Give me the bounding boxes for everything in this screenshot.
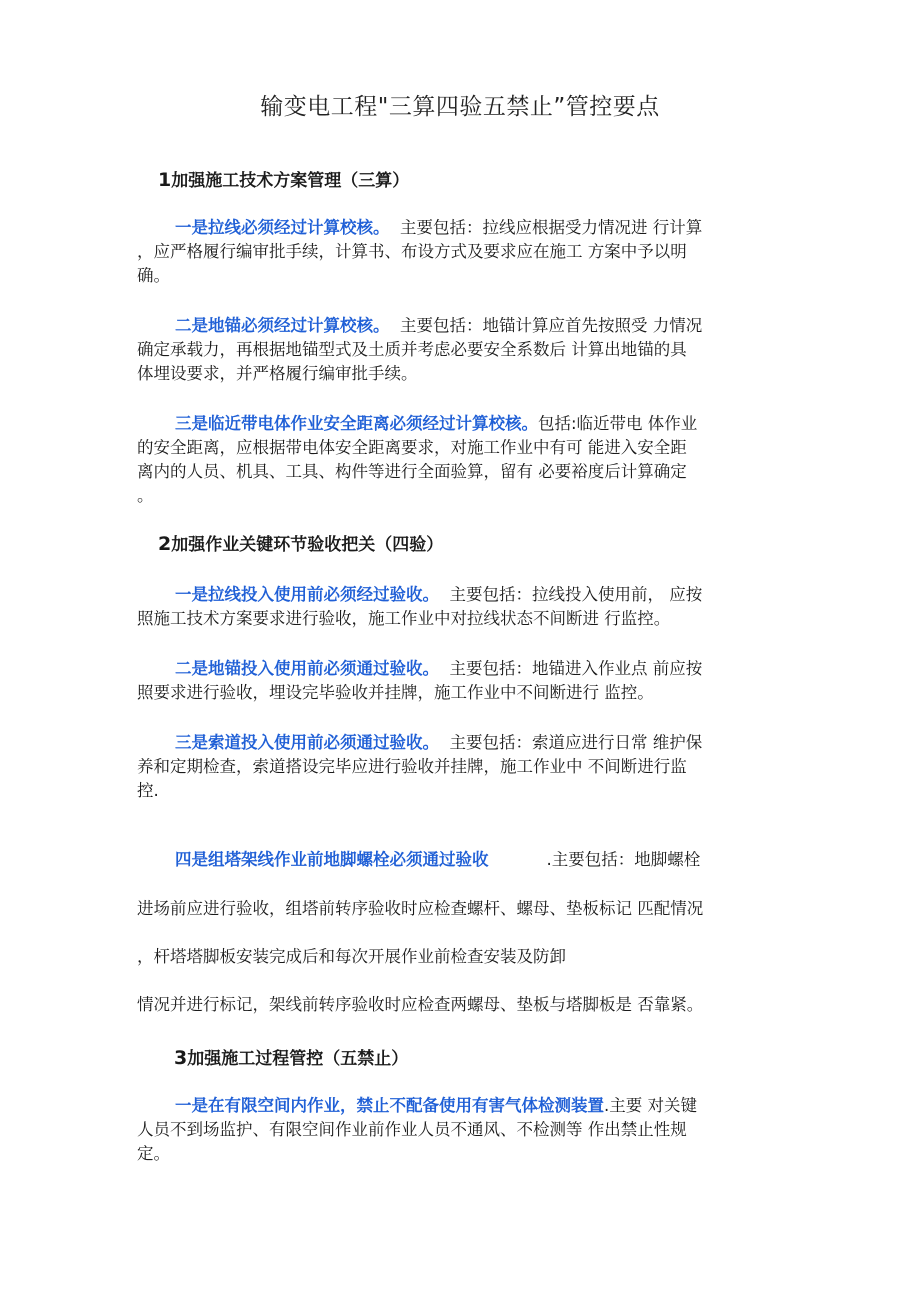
paragraph-line: 人员不到场监护、有限空间作业前作业人员不通风、不检测等 作出禁止性规 [137,1120,687,1139]
paragraph-line: 主要包括：索道应进行日常 维护保 [449,733,703,752]
section-number: 2 [158,533,172,555]
paragraph-lead: 二是地锚投入使用前必须通过验收。 [175,659,439,678]
paragraph-line: 养和定期检查，索道搭设完毕应进行验收并挂牌，施工作业中 不间断进行监 [137,757,687,776]
paragraph-line: .主要包括：地脚螺栓 [546,850,701,869]
paragraph-line: 确定承载力，再根据地锚型式及土质并考虑必要安全系数后 计算出地锚的具 [137,340,687,359]
paragraph-line: 控. [137,781,159,800]
paragraph-line: 主要包括：地锚进入作业点 前应按 [449,659,703,678]
paragraph-line: 离内的人员、机具、工具、构件等进行全面验算，留有 必要裕度后计算确定 [137,462,687,481]
paragraph-lead: 一是拉线投入使用前必须经过验收。 [175,585,439,604]
paragraph-line: 照要求进行验收，埋设完毕验收并挂牌，施工作业中不间断进行 监控。 [137,683,654,702]
paragraph-line: ，应严格履行编审批手续，计算书、布设方式及要求应在施工 方案中予以明 [137,242,687,261]
paragraph-2-4-line-3: ，杆塔塔脚板安装完成后和每次开展作业前检查安装及防卸 [137,947,566,966]
paragraph-line: 主要包括：拉线投入使用前， 应按 [449,585,703,604]
section-heading-2 [158,532,443,557]
paragraph-line: 主要包括：拉线应根据受力情况进 行计算 [400,218,703,237]
paragraph-line: 照施工技术方案要求进行验收，施工作业中对拉线状态不间断进 行监控。 [137,609,671,628]
section-heading-3 [174,1046,408,1071]
section-heading-text: 加强施工技术方案管理（三算） [171,171,410,191]
paragraph-2-4-line-2: 进场前应进行验收，组塔前转序验收时应检查螺杆、螺母、垫板标记 匹配情况 [137,899,704,918]
paragraph-2-1 [137,583,777,631]
paragraph-1-1 [137,216,777,288]
paragraph-lead: 三是索道投入使用前必须通过验收。 [175,733,439,752]
paragraph-line: 定。 [137,1144,170,1163]
paragraph-line: 主要包括：地锚计算应首先按照受 力情况 [400,316,703,335]
section-number: 1 [158,169,172,191]
paragraph-2-4-line-4: 情况并进行标记，架线前转序验收时应检查两螺母、垫板与塔脚板是 否靠紧。 [137,995,704,1014]
section-heading-text: 加强作业关键环节验收把关（四验） [171,535,444,555]
paragraph-lead: 三是临近带电体作业安全距离必须经过计算校核。 [175,414,538,433]
section-heading-text: 加强施工过程管控（五禁止） [187,1049,409,1069]
paragraph-lead: 一是在有限空间内作业，禁止不配备使用有害气体检测装置 [175,1096,604,1115]
paragraph-line: .主要 对关键 [604,1096,697,1115]
paragraph-line: 。 [137,486,154,505]
paragraph-3-1 [137,1094,777,1166]
section-heading-1 [158,168,409,193]
paragraph-line: 确。 [137,266,170,285]
paragraph-2-2 [137,657,777,705]
paragraph-1-3 [137,412,777,508]
paragraph-lead: 二是地锚必须经过计算校核。 [175,316,390,335]
paragraph-line: 的安全距离，应根据带电体安全距离要求，对施工作业中有可 能进入安全距 [137,438,687,457]
paragraph-1-2 [137,314,777,386]
paragraph-line: 体埋设要求，并严格履行编审批手续。 [137,364,418,383]
page-title: 输变电工程"三算四验五禁止”管控要点 [260,94,660,120]
paragraph-line: 包括:临近带电 体作业 [538,414,698,433]
paragraph-2-3 [137,731,777,803]
paragraph-lead: 四是组塔架线作业前地脚螺栓必须通过验收 [175,850,489,869]
paragraph-2-4-line-1 [137,848,700,872]
section-number: 3 [174,1047,188,1069]
paragraph-lead: 一是拉线必须经过计算校核。 [175,218,390,237]
